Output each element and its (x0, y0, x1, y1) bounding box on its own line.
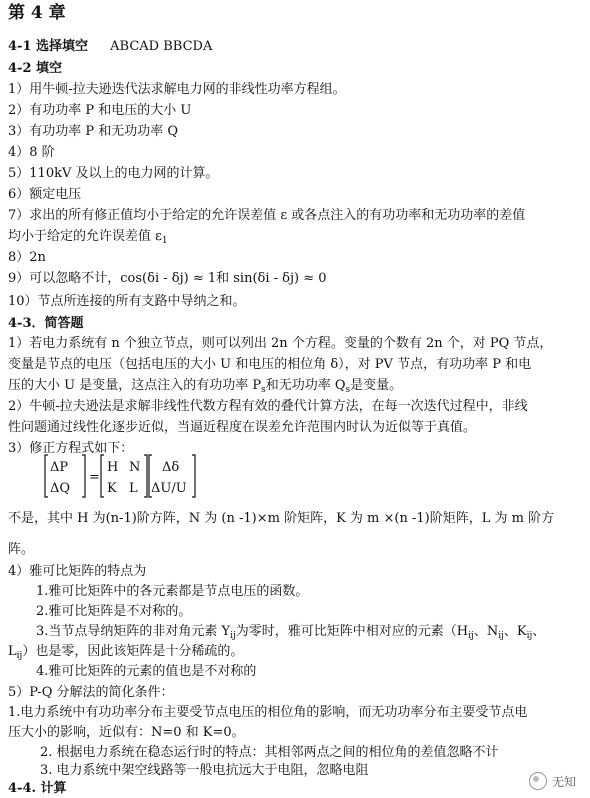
section-4-3-head: 4-3．简答题 (8, 316, 84, 331)
answer-4-head: 4）雅可比矩阵的特点为 (8, 564, 147, 579)
lhs-bracket-left (45, 455, 48, 497)
answer-5-item-1-line2: 压大小的影响，近似有：N=0 和 K=0。 (8, 725, 245, 740)
fill-item-1: 1）用牛顿-拉夫逊迭代法求解电力网的非线性功率方程组。 (8, 82, 346, 97)
fill-item-7-subscript: 1 (161, 236, 168, 246)
answer-3-head: 3）修正方程式如下： (8, 441, 134, 456)
matrix-cell: L (129, 481, 138, 496)
fill-item-7-text: 均小于给定的允许误差值 ε (8, 229, 162, 244)
answer-4-item-3-text: 为零时，雅可比矩阵中相对应的元素（H (235, 624, 469, 639)
answer-4-item-3-text: 、N (473, 624, 499, 639)
fill-item-5: 5）110kV 及以上的电力网的计算。 (8, 166, 219, 181)
rhs-bracket-right (192, 455, 195, 497)
answer-4-item-4: 4.雅可比矩阵的元素的值也是不对称的 (36, 664, 257, 679)
answer-4-item-3-text: 、K (503, 624, 527, 639)
watermark-text: 无知 (551, 774, 576, 789)
answer-1-text-c: 是变量。 (350, 378, 403, 393)
section-4-1-head: 4-1 选择填空 (8, 39, 89, 54)
answer-1-line1: 1）若电力系统有 n 个独立节点，则可以列出 2n 个方程。变量的个数有 2n 个，对 PQ 节点， (8, 336, 553, 351)
answer-2-line2: 性问题通过线性化逐步近似，当逼近程度在误差允许范围内时认为近似等于真值。 (8, 420, 477, 435)
answer-4-item-2: 2.雅可比矩阵是不对称的。 (36, 604, 192, 619)
answer-4-item-3-text: ）也是零，因此该矩阵是十分稀疏的。 (22, 644, 244, 659)
answer-5-head: 5）P-Q 分解法的简化条件： (8, 685, 174, 700)
lhs-bracket-right (82, 455, 85, 497)
section-4-1 (8, 38, 212, 56)
rhs-cell: Δδ (162, 460, 180, 475)
subscript: ij (498, 631, 504, 641)
watermark (529, 772, 576, 790)
fill-item-8: 8）2n (8, 250, 46, 265)
answer-4-item-3-text: L (8, 644, 17, 659)
section-4-1-answers: ABCAD BBCDA (110, 39, 213, 54)
answer-4-item-3-line1 (36, 623, 545, 645)
section-4-4-head: 4-4. 计算 (8, 781, 67, 796)
m-bracket-left (101, 455, 104, 497)
answer-1-text-b: 和无功功率 Q (265, 378, 346, 393)
equals-sign: = (89, 470, 100, 485)
answer-5-item-2: 2. 根据电力系统在稳态运行时的特点：其相邻两点之间的相位角的差值忽略不计 (40, 745, 499, 760)
subscript: ij (526, 631, 533, 641)
subscript: ij (230, 631, 236, 641)
answer-4-item-3-text: 3.当节点导纳矩阵的非对角元素 Y (36, 624, 231, 639)
answer-5-item-1-line1: 1.电力系统中有功功率分布主要受节点电压的相位角的影响，而无功功率分布主要受节点电 (8, 705, 528, 720)
subscript: ij (468, 631, 474, 641)
m-bracket-right (144, 455, 147, 497)
lhs-cell: ΔP (50, 460, 69, 475)
answer-5-item-3: 3. 电力系统中架空线路等一般电抗远大于电阻，忽略电阻 (40, 763, 369, 778)
fill-item-4: 4）8 阶 (8, 145, 55, 160)
fill-item-9: 9）可以忽略不计，cos(δi - δj) ≈ 1和 sin(δi - δj) ≈ 0 (8, 271, 327, 286)
answer-4-item-1: 1.雅可比矩阵中的各元素都是节点电压的函数。 (36, 584, 309, 599)
answer-2-line1: 2）牛顿-拉夫逊法是求解非线性代数方程有效的叠代计算方法，在每一次迭代过程中，非线 (8, 399, 528, 414)
wechat-icon (529, 772, 547, 790)
fill-item-2: 2）有功功率 P 和电压的大小 U (8, 103, 192, 118)
answer-1-line3 (8, 377, 402, 399)
answer-3-line2: 不是，其中 H 为(n-1)阶方阵，N 为 (n -1)×m 阶矩阵，K 为 m ×(n -1)阶矩阵，L 为 m 阶方 (8, 511, 555, 526)
chapter-title: 第 4 章 (8, 3, 66, 23)
rhs-cell: ΔU/U (151, 481, 187, 496)
subscript: ij (16, 651, 23, 661)
lhs-cell: ΔQ (50, 481, 71, 496)
fill-item-10: 10）节点所连接的所有支路中导纳之和。 (8, 294, 246, 309)
fill-item-7-line1: 7）求出的所有修正值均小于给定的允许误差值 ε 或各点注入的有功功率和无功功率的差值 (8, 208, 526, 223)
answer-4-item-3-text: 、 (532, 624, 546, 639)
answer-1-text-a: 压的大小 U 是变量，这点注入的有功功率 P (8, 378, 262, 393)
answer-1-line2: 变量是节点的电压（包括电压的大小 U 和电压的相位角 δ），对 PV 节点，有功功率 P 和电 (8, 357, 532, 372)
correction-equation-matrix (44, 454, 214, 498)
answer-3-line3: 阵。 (8, 542, 35, 557)
fill-item-6: 6）额定电压 (8, 187, 82, 202)
matrix-cell: K (107, 481, 117, 496)
matrix-cell: H (107, 460, 119, 475)
answer-1-sub-b: s (345, 385, 351, 395)
answer-4-item-3-line2 (8, 643, 243, 665)
matrix-svg (44, 454, 214, 498)
section-4-2-head: 4-2 填空 (8, 61, 63, 76)
fill-item-7-line2 (8, 228, 168, 250)
matrix-cell: N (129, 460, 141, 475)
answer-1-sub-a: s (261, 385, 266, 395)
fill-item-3: 3）有功功率 P 和无功功率 Q (8, 124, 179, 139)
